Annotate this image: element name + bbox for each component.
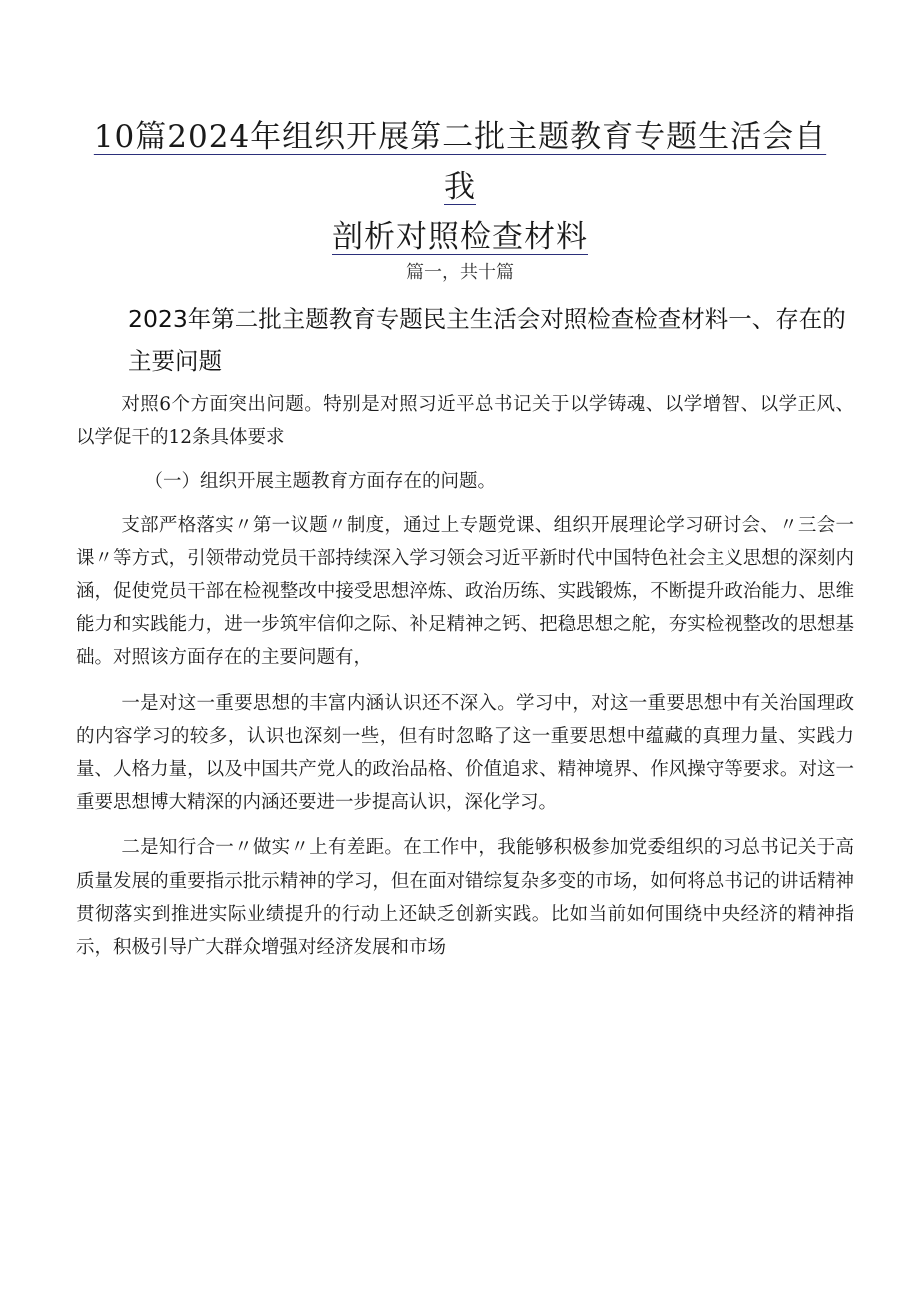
paragraph-implementation: 支部严格落实〃第一议题〃制度，通过上专题党课、组织开展理论学习研讨会、〃三会一课〃等方式，引领带动党员干部持续深入学习领会习近平新时代中国特色社会主义思想的深刻内涵，促使党员干部在检视整改中接受思想淬炼、政治历练、实践锻炼，不断提升政治能力、思维能力和实践能力，进一步筑牢信仰之际、补足精神之钙、把稳思想之舵，夯实检视整改的思想基础。对照该方面存在的主要问题有， [76, 514, 854, 669]
title-line-2: 剖析对照检查材料 [332, 219, 588, 255]
paragraph-issue-one: 一是对这一重要思想的丰富内涵认识还不深入。学习中，对这一重要思想中有关治国理政的内容学习的较多，认识也深刻一些，但有时忽略了这一重要思想中蕴藏的真理力量、实践力量、人格力量，以及中国共产党人的政治品格、价值追求、精神境界、作风操守等要求。对这一重要思想博大精深的内涵还要进一步提高认识，深化学习。 [76, 692, 854, 814]
part-label: 篇一，共十篇 [406, 262, 514, 283]
document-title [90, 112, 830, 262]
section-heading: 2023年第二批主题教育专题民主生活会对照检查检查材料一、存在的主要问题 [128, 305, 846, 375]
subheading-organize: （一）组织开展主题教育方面存在的问题。 [144, 471, 496, 493]
paragraph-issue-two: 二是知行合一〃做实〃上有差距。在工作中，我能够积极参加党委组织的习总书记关于高质量发展的重要指示批示精神的学习，但在面对错综复杂多变的市场，如何将总书记的讲话精神贯彻落实到推进实际业绩提升的行动上还缺乏创新实践。比如当前如何围绕中央经济的精神指示，积极引导广大群众增强对经济发展和市场 [76, 837, 854, 959]
title-line-1: 10篇2024年组织开展第二批主题教育专题生活会自我 [93, 119, 827, 205]
paragraph-intro: 对照6个方面突出问题。特别是对照习近平总书记关于以学铸魂、以学增智、以学正风、以学促干的12条具体要求 [76, 394, 854, 449]
document-body [76, 388, 854, 964]
